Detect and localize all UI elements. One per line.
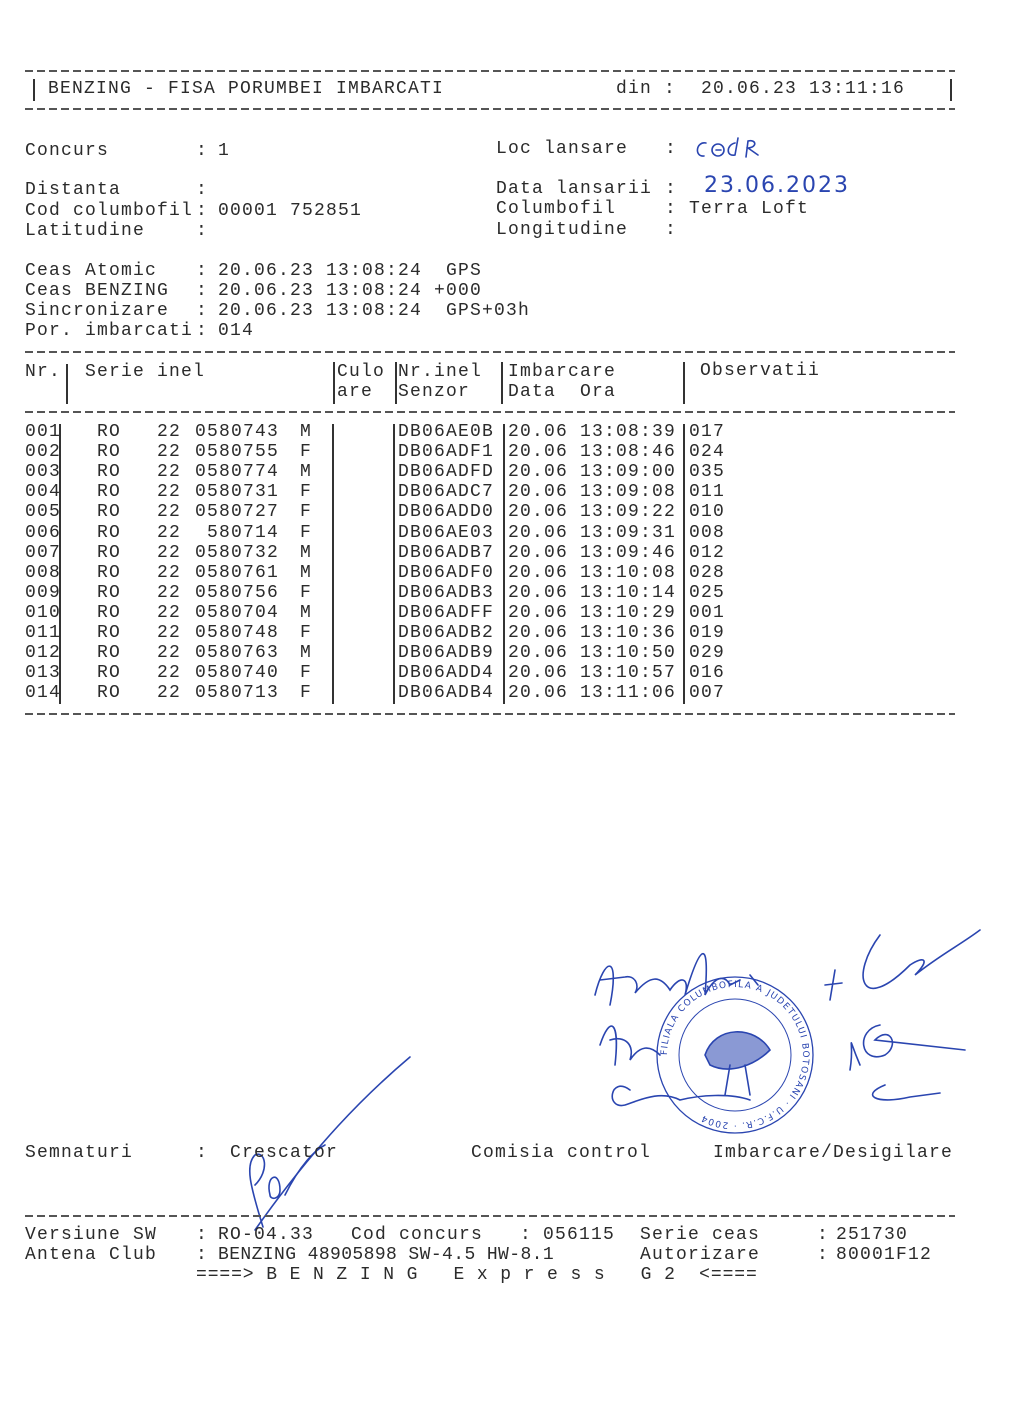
observation: 001 [689,602,726,623]
din-label: din : [616,79,677,99]
clock-value: 20.06.23 13:08:24 [218,261,423,281]
clock-suffix: +000 [434,281,483,301]
divider [25,1215,955,1217]
antena-label: Antena Club [25,1245,158,1265]
colon: : [196,301,209,321]
ring-serial: 0580763 [194,643,279,664]
clock-value: 20.06.23 13:08:24 [218,281,423,301]
boarding-time: 13:09:31 [580,522,677,543]
boarding-time: 13:08:39 [580,422,677,442]
divider [25,351,955,353]
col-header-culoare: are [337,382,374,402]
por-imbarcati-value: 014 [218,321,255,341]
boarding-date: 20.06 [508,542,569,563]
observation: 019 [689,623,726,643]
col-header-inel: Senzor [398,382,471,402]
year: 22 [157,462,182,483]
svg-text:FILIALA COLUMBOFILA A JUDETULU: FILIALA COLUMBOFILA A JUDETULUI BOTOSANI · U.F.C.R. · 2004 [659,979,811,1131]
row-number: 008 [25,562,62,583]
sensor-ring: DB06ADB9 [398,643,495,664]
colon: : [196,1143,209,1163]
divider [25,108,955,110]
clock-label: Ceas Atomic [25,261,158,281]
boarding-date: 20.06 [508,502,569,523]
observation: 007 [689,683,726,704]
colon: : [520,1225,533,1245]
sex: M [300,643,313,664]
country-code: RO [97,663,122,684]
handwritten-loc-lansare [690,135,780,165]
boarding-time: 13:10:57 [580,663,677,684]
colon: : [196,321,209,341]
year: 22 [157,623,182,643]
ring-serial: 580714 [206,522,279,543]
observation: 011 [689,482,726,503]
colon: : [665,139,678,159]
distanta-label: Distanta [25,180,122,200]
colon: : [196,1245,209,1265]
year: 22 [157,542,182,563]
boarding-time: 13:10:08 [580,562,677,583]
country-code: RO [97,582,122,603]
colon: : [817,1225,830,1245]
boarding-date: 20.06 [508,482,569,503]
sensor-ring: DB06ADFF [398,602,495,623]
colon: : [196,141,209,161]
cod-concurs-label: Cod concurs [351,1225,484,1245]
boarding-time: 13:09:22 [580,502,677,523]
autorizare-value: 80001F12 [836,1245,933,1265]
sex: F [300,683,313,704]
column-rule [501,362,503,404]
year: 22 [157,683,182,704]
row-number: 012 [25,643,62,664]
row-number: 010 [25,602,62,623]
boarding-time: 13:10:36 [580,623,677,643]
colon: : [196,1225,209,1245]
column-rule [393,424,395,704]
column-rule [332,424,334,704]
sensor-ring: DB06ADB3 [398,582,495,603]
sex: F [300,582,313,603]
year: 22 [157,482,182,503]
colon: : [196,261,209,281]
country-code: RO [97,482,122,503]
column-rule [395,362,397,404]
antena-value: BENZING 48905898 SW-4.5 HW-8.1 [218,1245,555,1265]
sex: M [300,422,313,442]
boarding-time: 13:09:00 [580,462,677,483]
ring-serial: 0580774 [194,462,279,483]
clock-label: Sincronizare [25,301,170,321]
sex: F [300,502,313,523]
boarding-date: 20.06 [508,462,569,483]
imbarcare-desigilare-label: Imbarcare/Desigilare [713,1143,954,1163]
row-number: 002 [25,442,62,463]
row-number: 004 [25,482,62,503]
colon: : [665,199,678,219]
year: 22 [157,442,182,463]
boarding-date: 20.06 [508,602,569,623]
divider [25,411,955,413]
columbofil-value: Terra Loft [689,199,810,219]
sex: F [300,663,313,684]
boarding-time: 13:10:29 [580,602,677,623]
colon: : [196,221,209,241]
serie-ceas-value: 251730 [836,1225,909,1245]
row-number: 007 [25,542,62,563]
sex: F [300,442,313,463]
boarding-time: 13:10:50 [580,643,677,664]
country-code: RO [97,643,122,664]
concurs-label: Concurs [25,141,110,161]
boarding-date: 20.06 [508,683,569,704]
colon: : [665,220,678,240]
divider [25,70,955,72]
ring-serial: 0580761 [194,562,279,583]
boarding-time: 13:08:46 [580,442,677,463]
cod-columbofil-value: 00001 752851 [218,201,363,221]
boarding-date: 20.06 [508,422,569,442]
col-header-nr: Nr. [25,362,62,382]
country-code: RO [97,522,122,543]
row-number: 005 [25,502,62,523]
versiune-value: RO-04.33 [218,1225,315,1245]
sex: F [300,623,313,643]
sensor-ring: DB06ADB2 [398,623,495,643]
comisia-control-label: Comisia control [471,1143,652,1163]
sensor-ring: DB06ADB7 [398,542,495,563]
ring-serial: 0580756 [194,582,279,603]
country-code: RO [97,502,122,523]
boarding-date: 20.06 [508,562,569,583]
ring-serial: 0580748 [194,623,279,643]
ring-serial: 0580743 [194,422,279,442]
versiune-label: Versiune SW [25,1225,158,1245]
clock-value: 20.06.23 13:08:24 [218,301,423,321]
colon: : [665,179,678,199]
cod-concurs-value: 056115 [543,1225,616,1245]
boarding-date: 20.06 [508,582,569,603]
ring-serial: 0580755 [194,442,279,463]
col-header-data: Data [508,382,557,402]
sensor-ring: DB06AE0B [398,422,495,442]
year: 22 [157,502,182,523]
row-number: 001 [25,422,62,442]
boarding-date: 20.06 [508,663,569,684]
colon: : [196,180,209,200]
sensor-ring: DB06ADB4 [398,683,495,704]
row-number: 006 [25,522,62,543]
country-code: RO [97,683,122,704]
header-border-right [950,79,952,101]
serie-ceas-label: Serie ceas [640,1225,761,1245]
observation: 017 [689,422,726,442]
sex: M [300,542,313,563]
sex: M [300,562,313,583]
concurs-value: 1 [218,141,231,161]
ring-serial: 0580713 [194,683,279,704]
ring-serial: 0580740 [194,663,279,684]
col-header-ora: Ora [580,382,617,402]
observation: 029 [689,643,726,664]
boarding-time: 13:09:08 [580,482,677,503]
ring-serial: 0580732 [194,542,279,563]
country-code: RO [97,623,122,643]
sex: M [300,602,313,623]
col-header-inel: Nr.inel [398,362,483,382]
col-header-culoare: Culo [337,362,386,382]
sex: M [300,462,313,483]
row-number: 009 [25,582,62,603]
row-number: 011 [25,623,62,643]
year: 22 [157,522,182,543]
country-code: RO [97,462,122,483]
col-header-observatii: Observatii [700,361,821,381]
country-code: RO [97,442,122,463]
sensor-ring: DB06ADC7 [398,482,495,503]
observation: 008 [689,522,726,543]
sensor-ring: DB06ADF1 [398,442,495,463]
columbofil-label: Columbofil [496,199,617,219]
handwritten-data-lansarii [700,168,870,198]
boarding-date: 20.06 [508,643,569,664]
year: 22 [157,422,182,442]
column-rule [683,424,685,704]
year: 22 [157,582,182,603]
colon: : [196,281,209,301]
sensor-ring: DB06ADF0 [398,562,495,583]
boarding-date: 20.06 [508,442,569,463]
sensor-ring: DB06ADD4 [398,663,495,684]
sensor-ring: DB06AE03 [398,522,495,543]
observation: 012 [689,542,726,563]
loc-lansare-label: Loc lansare [496,139,629,159]
observation: 016 [689,663,726,684]
boarding-time: 13:09:46 [580,542,677,563]
stamp-and-signatures [580,915,1000,1135]
boarding-date: 20.06 [508,623,569,643]
boarding-date: 20.06 [508,522,569,543]
semnaturi-label: Semnaturi [25,1143,134,1163]
sensor-ring: DB06ADD0 [398,502,495,523]
ring-serial: 0580731 [194,482,279,503]
din-value: 20.06.23 13:11:16 [701,79,906,99]
country-code: RO [97,542,122,563]
divider [25,713,955,715]
ring-serial: 0580704 [194,602,279,623]
clock-suffix: GPS+03h [434,301,531,321]
col-header-imbarcare: Imbarcare [508,362,617,382]
por-imbarcati-label: Por. imbarcati [25,321,194,341]
observation: 035 [689,462,726,483]
boarding-time: 13:11:06 [580,683,677,704]
observation: 010 [689,502,726,523]
year: 22 [157,643,182,664]
header-border-left [33,79,35,101]
ring-serial: 0580727 [194,502,279,523]
longitudine-label: Longitudine [496,220,629,240]
column-rule [66,364,68,404]
boarding-time: 13:10:14 [580,582,677,603]
latitudine-label: Latitudine [25,221,146,241]
sex: F [300,482,313,503]
observation: 028 [689,562,726,583]
year: 22 [157,562,182,583]
row-number: 003 [25,462,62,483]
row-number: 013 [25,663,62,684]
column-rule [683,362,685,404]
data-lansarii-label: Data lansarii [496,179,653,199]
colon: : [196,201,209,221]
autorizare-label: Autorizare [640,1245,761,1265]
clock-label: Ceas BENZING [25,281,170,301]
column-rule [333,362,335,404]
row-number: 014 [25,683,62,704]
country-code: RO [97,422,122,442]
country-code: RO [97,602,122,623]
column-rule [503,424,505,704]
cod-columbofil-label: Cod columbofil [25,201,194,221]
crescator-label: Crescator [230,1143,339,1163]
year: 22 [157,602,182,623]
country-code: RO [97,562,122,583]
observation: 025 [689,582,726,603]
sex: F [300,522,313,543]
clock-suffix: GPS [434,261,483,281]
benzing-banner: ====> B E N Z I N G E x p r e s s G 2 <==== [196,1265,758,1285]
colon: : [817,1245,830,1265]
observation: 024 [689,442,726,463]
col-header-serie: Serie inel [85,362,206,382]
svg-text:23.06.2023: 23.06.2023 [704,173,850,198]
document-title: BENZING - FISA PORUMBEI IMBARCATI [48,79,445,99]
sensor-ring: DB06ADFD [398,462,495,483]
year: 22 [157,663,182,684]
